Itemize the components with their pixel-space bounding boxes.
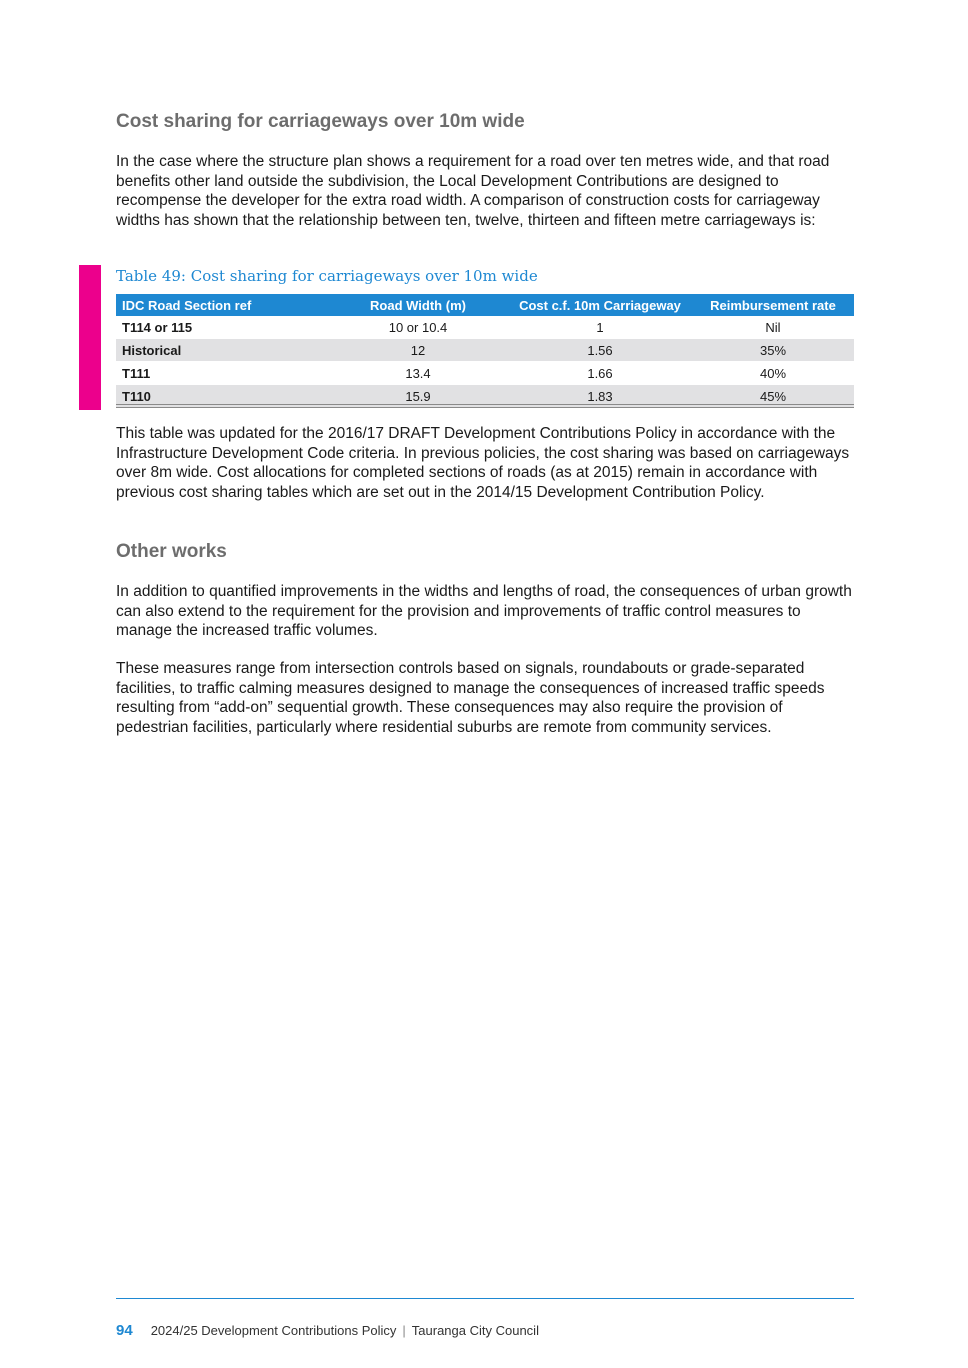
table-cell: Nil [692,316,854,339]
table-bottom-rule [116,404,854,408]
table-cell: 35% [692,339,854,362]
cost-sharing-table [116,294,854,408]
section-heading-cost-sharing: Cost sharing for carriageways over 10m wide [116,111,525,132]
table-cell: 15.9 [328,385,508,408]
other-works-paragraph-2: These measures range from intersection controls based on signals, roundabouts or grade-separated facilities, to traffic calming measures designed to manage the consequences of increased traffic speeds resulting from “add-on” sequential growth. These consequences may also require the provision of pedestrian facilities, particularly where residential suburbs are remote from community services. [116,660,825,736]
intro-paragraph: In the case where the structure plan shows a requirement for a road over ten metres wide, and that road benefits other land outside the subdivision, the Local Development Contributions are designed to recompense the developer for the extra road width. A comparison of construction costs for carriageway widths has shown that the relationship between ten, twelve, thirteen and fifteen metre carriageways is: [116,153,830,229]
table-cell: 1 [508,316,692,339]
table-row [116,316,854,339]
footer-separator: | [402,1323,406,1338]
column-header-cost: Cost c.f. 10m Carriageway [508,294,692,316]
column-header-reimbursement: Reimbursement rate [692,294,854,316]
table-header-row [116,294,854,316]
table-cell: T111 [116,362,328,385]
other-works-paragraph-1: In addition to quantified improvements in the widths and lengths of road, the consequences of urban growth can also extend to the requirement for the provision and improvements of traffic control measures to manage the increased traffic volumes. [116,583,852,639]
table-accent-bar [79,265,101,410]
column-header-road-width: Road Width (m) [328,294,508,316]
column-header-road-section: IDC Road Section ref [116,294,328,316]
table-cell: 13.4 [328,362,508,385]
table-cell: 1.56 [508,339,692,362]
table-cell: 10 or 10.4 [328,316,508,339]
section-heading-other-works: Other works [116,541,227,562]
footer-document-title: 2024/25 Development Contributions Policy [150,1323,397,1338]
table-row [116,362,854,385]
table-cell: 12 [328,339,508,362]
table-cell: T114 or 115 [116,316,328,339]
table-cell: Historical [116,339,328,362]
table-note-paragraph: This table was updated for the 2016/17 DRAFT Development Contributions Policy in accordance with the Infrastructure Development Code criteria. In previous policies, the cost sharing was based on carriageways over 8m wide. Cost allocations for completed sections of roads (as at 2015) remain in accordance with previous cost sharing tables which are set out in the 2014/15 Development Contribution Policy. [116,425,850,501]
table-row [116,339,854,362]
table-cell: T110 [116,385,328,408]
table-cell: 40% [692,362,854,385]
table-cell: 1.66 [508,362,692,385]
table-caption: Table 49: Cost sharing for carriageways over 10m wide [116,267,538,285]
table-cell: 45% [692,385,854,408]
page-number: 94 [116,1322,133,1339]
footer-organisation: Tauranga City Council [411,1323,539,1338]
footer-rule [116,1298,854,1299]
table-cell: 1.83 [508,385,692,408]
page-footer [116,1322,539,1339]
